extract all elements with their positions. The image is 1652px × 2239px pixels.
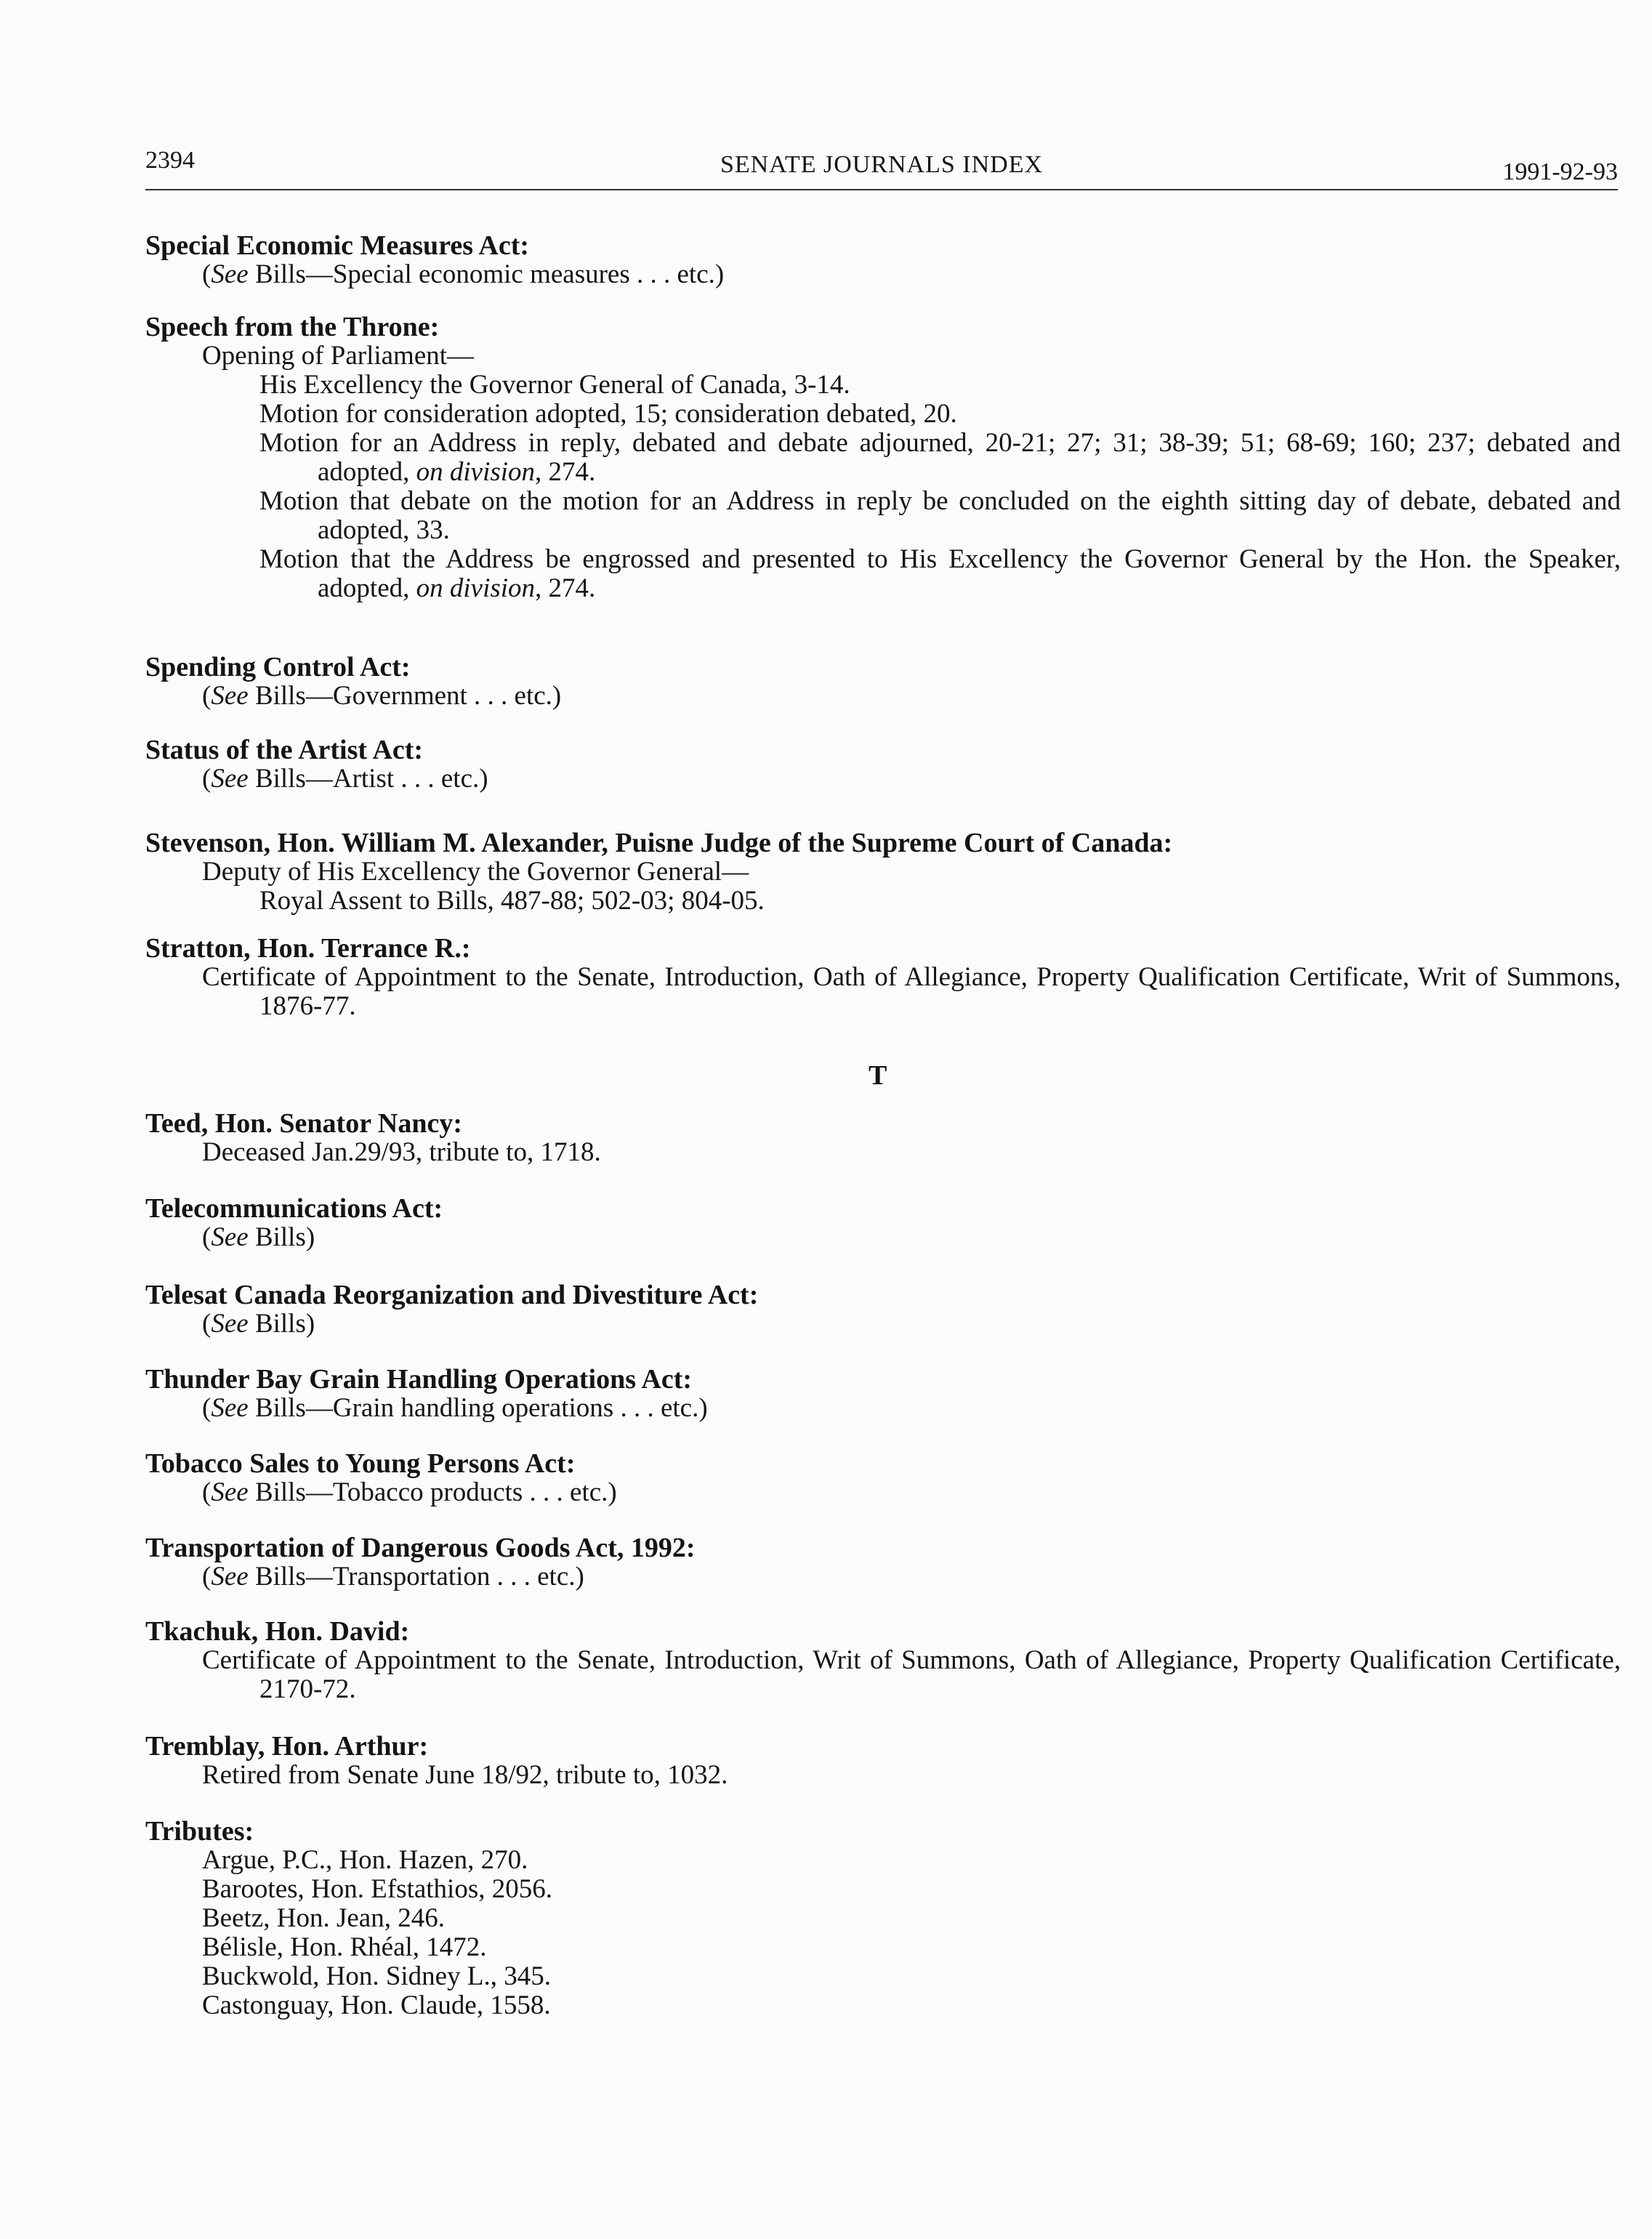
reference-line: Certificate of Appointment to the Senate, Introduction, Writ of Summons, Oath of Allegiance, Property Qualification Certificate, 2170-72. <box>202 1645 1621 1704</box>
entry-heading: Stevenson, Hon. William M. Alexander, Puisne Judge of the Supreme Court of Canada: <box>145 828 1173 858</box>
entry-heading: Thunder Bay Grain Handling Operations Act: <box>145 1364 693 1395</box>
reference-line: His Excellency the Governor General of Canada, 3-14. <box>259 370 850 400</box>
entry-heading: Telesat Canada Reorganization and Divestiture Act: <box>145 1280 759 1310</box>
see-word: See <box>211 259 249 289</box>
entry-heading: Tobacco Sales to Young Persons Act: <box>145 1448 576 1479</box>
index-entry <box>145 1109 1621 1167</box>
entry-heading: Teed, Hon. Senator Nancy: <box>145 1108 462 1139</box>
see-reference: (See Bills—Transportation . . . etc.) <box>202 1562 584 1591</box>
running-title: SENATE JOURNALS INDEX <box>720 151 1044 178</box>
index-entry <box>145 828 1621 916</box>
index-entry <box>145 735 1621 794</box>
entry-heading: Spending Control Act: <box>145 652 411 682</box>
list-item: Castonguay, Hon. Claude, 1558. <box>202 1990 551 2020</box>
see-target: Bills—Special economic measures . . . etc.) <box>248 259 725 289</box>
entry-heading: Tributes: <box>145 1816 254 1847</box>
list-item: Bélisle, Hon. Rhéal, 1472. <box>202 1932 487 1962</box>
list-item: Argue, P.C., Hon. Hazen, 270. <box>202 1845 528 1875</box>
list-item: Buckwold, Hon. Sidney L., 345. <box>202 1961 551 1991</box>
reference-line: Royal Assent to Bills, 487-88; 502-03; 804-05. <box>259 886 765 916</box>
entry-heading: Tkachuk, Hon. David: <box>145 1616 410 1647</box>
subheading: Opening of Parliament— <box>202 341 475 371</box>
list-item: Barootes, Hon. Efstathios, 2056. <box>202 1874 552 1904</box>
entry-heading: Status of the Artist Act: <box>145 735 424 765</box>
reference-line: Retired from Senate June 18/92, tribute to, 1032. <box>202 1760 728 1790</box>
index-entry <box>145 1194 1621 1252</box>
see-reference: (See Bills—Special economic measures . . . etc.) <box>202 259 725 289</box>
see-reference: (See Bills—Grain handling operations . . . etc.) <box>202 1393 708 1423</box>
entry-heading: Special Economic Measures Act: <box>145 230 530 261</box>
entry-heading: Stratton, Hon. Terrance R.: <box>145 933 471 964</box>
reference-line: Motion that the Address be engrossed and presented to His Excellency the Governor General by the Hon. the Speaker, adopted, on division, 274. <box>259 544 1621 603</box>
index-entry <box>145 231 1621 289</box>
see-reference: (See Bills) <box>202 1222 315 1252</box>
index-entry <box>145 1732 1621 1790</box>
index-entry <box>145 1449 1621 1507</box>
entry-heading: Speech from the Throne: <box>145 312 440 342</box>
reference-line: Certificate of Appointment to the Senate, Introduction, Oath of Allegiance, Property Qualification Certificate, Writ of Summons, 1876-77. <box>202 962 1621 1021</box>
index-entry <box>145 1280 1621 1339</box>
session-years: 1991-92-93 <box>1502 158 1618 185</box>
page-header <box>145 142 1618 190</box>
index-entry <box>145 1617 1621 1704</box>
entry-heading: Transportation of Dangerous Goods Act, 1992: <box>145 1533 696 1563</box>
see-reference: (See Bills) <box>202 1309 315 1339</box>
see-reference: (See Bills—Tobacco products . . . etc.) <box>202 1477 617 1507</box>
reference-line: Motion that debate on the motion for an Address in reply be concluded on the eighth sitting day of debate, debated and adopted, 33. <box>259 486 1621 545</box>
index-entry <box>145 1817 1621 2020</box>
entry-heading: Tremblay, Hon. Arthur: <box>145 1731 429 1762</box>
see-reference: (See Bills—Artist . . . etc.) <box>202 764 488 794</box>
reference-line: Motion for an Address in reply, debated and debate adjourned, 20-21; 27; 31; 38-39; 51; 68-69; 160; 237; debated and adopted, on division, 274. <box>259 428 1621 487</box>
index-entry <box>145 934 1621 1021</box>
page-number: 2394 <box>145 147 195 174</box>
index-entry <box>145 1533 1621 1591</box>
subheading: Deputy of His Excellency the Governor General— <box>202 857 749 887</box>
section-letter: T <box>869 1060 887 1091</box>
entry-heading: Telecommunications Act: <box>145 1193 443 1224</box>
reference-line: Motion for consideration adopted, 15; consideration debated, 20. <box>259 399 957 429</box>
see-reference: (See Bills—Government . . . etc.) <box>202 681 562 711</box>
index-entry <box>145 653 1621 711</box>
index-entry <box>145 1365 1621 1423</box>
reference-line: Deceased Jan.29/93, tribute to, 1718. <box>202 1137 601 1167</box>
list-item: Beetz, Hon. Jean, 246. <box>202 1903 445 1933</box>
index-entry <box>145 312 1621 603</box>
